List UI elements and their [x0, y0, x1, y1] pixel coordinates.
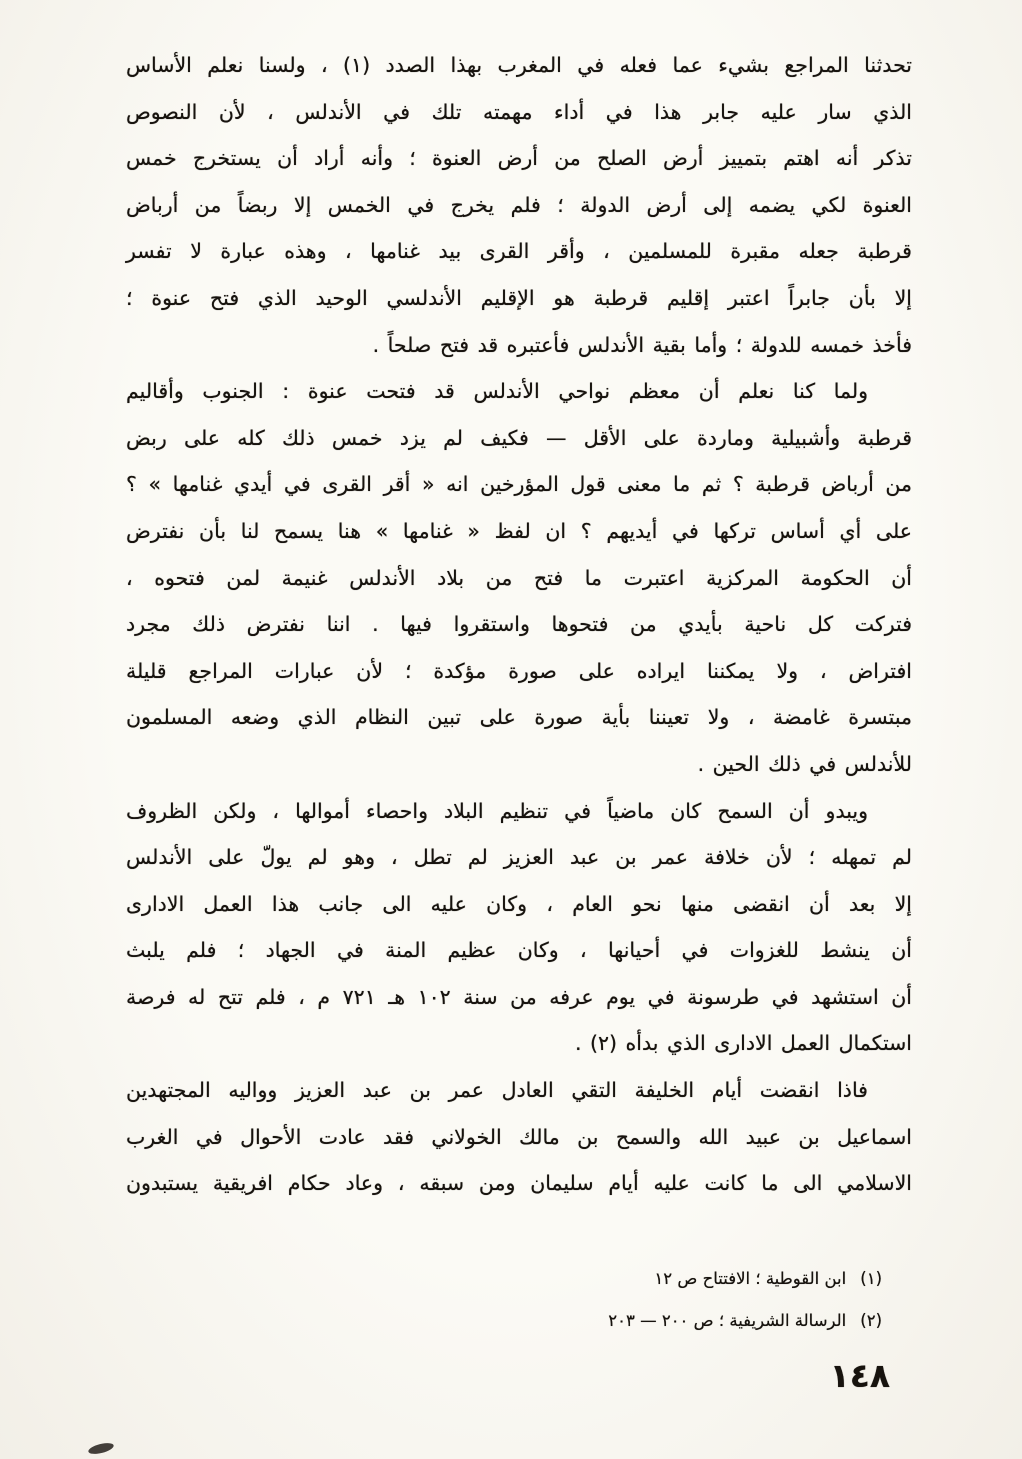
text-line: اسماعيل بن عبيد الله والسمح بن مالك الخولاني فقد عادت الأحوال في الغرب: [126, 1124, 912, 1149]
text-line: افتراض ، ولا يمكننا ايراده على صورة مؤكدة ؛ لأن عبارات المراجع قليلة: [126, 658, 912, 683]
footnote: [462, 1300, 882, 1342]
text-line: أن استشهد في طرسونة في يوم عرفه من سنة ١٠٢ هـ ٧٢١ م ، فلم تتح له فرصة: [126, 984, 912, 1009]
text-line: على أي أساس تركها في أيديهم ؟ ان لفظ « غنامها » هنا يسمح لنا بأن نفترض: [126, 518, 912, 543]
text-line: أن ينشط للغزوات في أحيانها ، وكان عظيم المنة في الجهاد ؛ فلم يلبث: [126, 938, 912, 963]
text-line: ويبدو أن السمح كان ماضياً في تنظيم البلاد واحصاء أموالها ، ولكن الظروف: [126, 798, 868, 823]
footnote-marker: (١): [860, 1269, 882, 1288]
paragraph-3: [126, 788, 912, 1068]
text-line: استكمال العمل الادارى الذي بدأه (٢) .: [574, 1031, 912, 1056]
footnote-text: الرسالة الشريفية ؛ ص ٢٠٠ — ٢٠٣: [608, 1311, 847, 1330]
text-line: العنوة لكي يضمه إلى أرض الدولة ؛ فلم يخرج في الخمس إلا ربضاً من أرباض: [126, 192, 912, 217]
text-line: تذكر أنه اهتم بتمييز أرض الصلح من أرض العنوة ؛ وأنه أراد أن يستخرج خمس: [126, 146, 912, 171]
footnote-text: ابن القوطية ؛ الافتتاح ص ١٢: [654, 1269, 847, 1288]
page-number: ١٤٨: [829, 1356, 890, 1395]
footnote-marker: (٢): [860, 1311, 882, 1330]
text-line: فأخذ خمسه للدولة ؛ وأما بقية الأندلس فأعتبره قد فتح صلحاً .: [372, 332, 912, 357]
footnotes-section: [462, 1258, 882, 1342]
text-line: ولما كنا نعلم أن معظم نواحي الأندلس قد فتحت عنوة : الجنوب وأقاليم: [126, 379, 868, 404]
paragraph-1: [126, 42, 912, 368]
text-line: الذي سار عليه جابر هذا في أداء مهمته تلك في الأندلس ، لأن النصوص: [126, 99, 912, 124]
text-line: للأندلس في ذلك الحين .: [697, 751, 912, 776]
text-line: تحدثنا المراجع بشيء عما فعله في المغرب بهذا الصدد (١) ، ولسنا نعلم الأساس: [126, 53, 913, 77]
text-line: إلا بأن جابراً اعتبر إقليم قرطبة هو الإقليم الأندلسي الوحيد الذي فتح عنوة ؛: [126, 285, 912, 310]
text-line: من أرباض قرطبة ؟ ثم ما معنى قول المؤرخين انه « أقر القرى في أيدي غنامها » ؟: [126, 472, 912, 497]
text-line: قرطبة وأشبيلية وماردة على الأقل — فكيف لم يزد خمس ذلك كله على ربض: [126, 425, 912, 450]
text-line: مبتسرة غامضة ، ولا تعيننا بأية صورة على تبين النظام الذي وضعه المسلمون: [126, 705, 912, 730]
text-line: الاسلامي الى ما كانت عليه أيام سليمان ومن سبقه ، وعاد حكام افريقية يستبدون: [126, 1171, 912, 1196]
text-line: فاذا انقضت أيام الخليفة التقي العادل عمر بن عبد العزيز وواليه المجتهدين: [126, 1078, 868, 1103]
text-line: أن الحكومة المركزية اعتبرت ما فتح من بلاد الأندلس غنيمة لمن فتحوه ،: [126, 565, 912, 590]
main-text: [126, 42, 912, 1207]
text-line: فتركت كل ناحية بأيدي من فتحوها واستقروا فيها . اننا نفترض ذلك مجرد: [126, 612, 912, 637]
text-line: إلا بعد أن انقضى منها نحو العام ، وكان عليه الى جانب هذا العمل الادارى: [126, 891, 912, 916]
text-line: قرطبة جعله مقبرة للمسلمين ، وأقر القرى بيد غنامها ، وهذه عبارة لا تفسر: [126, 239, 912, 264]
paragraph-4: [126, 1067, 912, 1207]
paragraph-2: [126, 368, 912, 787]
scan-artifact: [87, 1441, 114, 1456]
text-line: لم تمهله ؛ لأن خلافة عمر بن عبد العزيز لم تطل ، وهو لم يولّ على الأندلس: [126, 845, 912, 870]
footnote: [462, 1258, 882, 1300]
